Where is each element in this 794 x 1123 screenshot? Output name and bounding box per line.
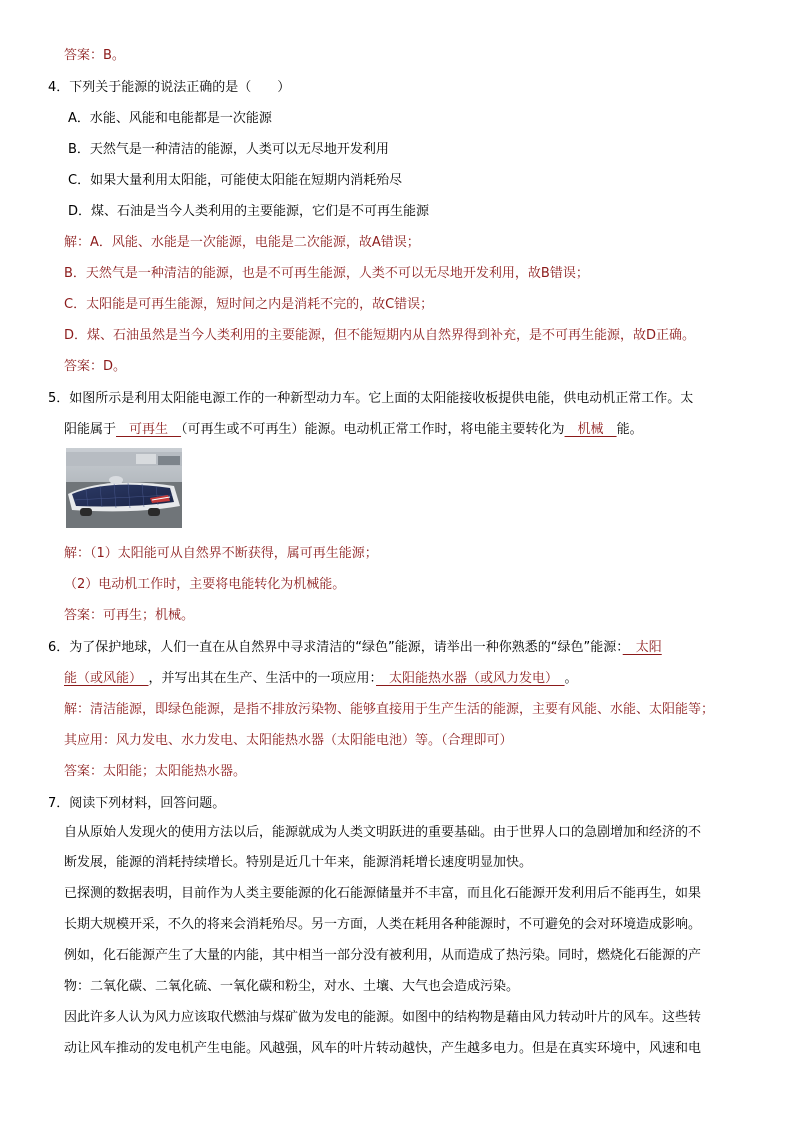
q3-answer: 答案：B。 — [64, 48, 125, 63]
q4-solution-line: D．煤、石油虽然是当今人类利用的主要能源，但不能短期内从自然界得到补充，是不可再生能源，故D正确。 — [64, 328, 696, 343]
q5-answer: 答案：可再生；机械。 — [64, 608, 195, 623]
solar-car-illustration — [66, 448, 182, 528]
q5-text: 能。 — [616, 422, 643, 437]
q6-text: 。 — [564, 671, 578, 686]
q7-passage-line: 断发展，能源的消耗持续增长。特别是近几十年来，能源消耗增长速度明显加快。 — [64, 855, 533, 870]
q4-solution-line: C．太阳能是可再生能源，短时间之内是消耗不完的，故C错误； — [64, 297, 434, 312]
q7-passage-line: 长期大规模开采，不久的将来会消耗殆尽。另一方面，人类在耗用各种能源时，不可避免的会对环境造成影响。 — [64, 917, 702, 932]
q5-solution-line: （2）电动机工作时，主要将电能转化为机械能。 — [64, 577, 346, 592]
q4-stem: 4．下列关于能源的说法正确的是（ ） — [48, 80, 291, 95]
q7-passage-line: 动让风车推动的发电机产生电能。风越强，风车的叶片转动越快，产生越多电力。但是在真实环境中，风速和电 — [64, 1041, 702, 1056]
q5-stem-line2 — [64, 420, 643, 442]
q7-passage-line: 已探测的数据表明，目前作为人类主要能源的化石能源储量并不丰富，而且化石能源开发利用后不能再生，如果 — [64, 886, 702, 901]
q7-passage-line: 自从原始人发现火的使用方法以后，能源就成为人类文明跃进的重要基础。由于世界人口的急剧增加和经济的不 — [64, 825, 702, 840]
q6-answer: 答案：太阳能；太阳能热水器。 — [64, 764, 247, 779]
q4-option-b: B．天然气是一种清洁的能源，人类可以无尽地开发利用 — [68, 142, 389, 157]
q4-option-c: C．如果大量利用太阳能，可能使太阳能在短期内消耗殆尽 — [68, 173, 403, 188]
q6-solution-line: 解：清洁能源，即绿色能源，是指不排放污染物、能够直接用于生产生活的能源，主要有风能、水能、太阳能等； — [64, 702, 715, 717]
q7-passage-line: 例如，化石能源产生了大量的内能，其中相当一部分没有被利用，从而造成了热污染。同时，燃烧化石能源的产 — [64, 948, 702, 963]
q5-blank-mechanical: 机械 — [564, 422, 617, 437]
q7-stem: 7．阅读下列材料，回答问题。 — [48, 796, 226, 811]
q6-blank-green-energy: 太阳 — [622, 640, 662, 655]
q4-solution-line: 解：A．风能、水能是一次能源，电能是二次能源，故A错误； — [64, 235, 420, 250]
q4-answer: 答案：D。 — [64, 359, 127, 374]
q7-passage-line: 因此许多人认为风力应该取代燃油与煤矿做为发电的能源。如图中的结构物是藉由风力转动叶片的风车。这些转 — [64, 1010, 702, 1025]
q4-option-a: A．水能、风能和电能都是一次能源 — [68, 111, 272, 126]
q5-text: 阳能属于 — [64, 422, 117, 437]
q7-passage-line: 物：二氧化碳、二氧化硫、一氧化碳和粉尘，对水、土壤、大气也会造成污染。 — [64, 979, 520, 994]
q4-solution-line: B．天然气是一种清洁的能源，也是不可再生能源，人类不可以无尽地开发利用，故B错误； — [64, 266, 589, 281]
q4-option-d: D．煤、石油是当今人类利用的主要能源，它们是不可再生能源 — [68, 204, 430, 219]
q5-blank-renewable: 可再生 — [116, 422, 182, 437]
q6-solution-line: 其应用：风力发电、水力发电、太阳能热水器（太阳能电池）等。（合理即可） — [64, 733, 513, 748]
q6-text: ，并写出其在生产、生活中的一项应用： — [148, 671, 377, 686]
q6-stem-line2 — [64, 669, 578, 691]
q5-text: （可再生或不可再生）能源。电动机正常工作时，将电能主要转化为 — [181, 422, 565, 437]
q6-stem-line1 — [48, 638, 662, 660]
q5-stem-line1: 5．如图所示是利用太阳能电源工作的一种新型动力车。它上面的太阳能接收板提供电能，供电动机正常工作。太 — [48, 391, 694, 406]
q6-text: 6．为了保护地球，人们一直在从自然界中寻求清洁的“绿色”能源，请举出一种你熟悉的“绿色”能源： — [48, 640, 623, 655]
solar-car-photo — [66, 448, 182, 528]
q6-blank-green-energy: 能（或风能） — [64, 671, 149, 686]
q5-solution-line: 解：（1）太阳能可从自然界不断获得，属可再生能源； — [64, 546, 378, 561]
q6-blank-application: 太阳能热水器（或风力发电） — [376, 671, 565, 686]
